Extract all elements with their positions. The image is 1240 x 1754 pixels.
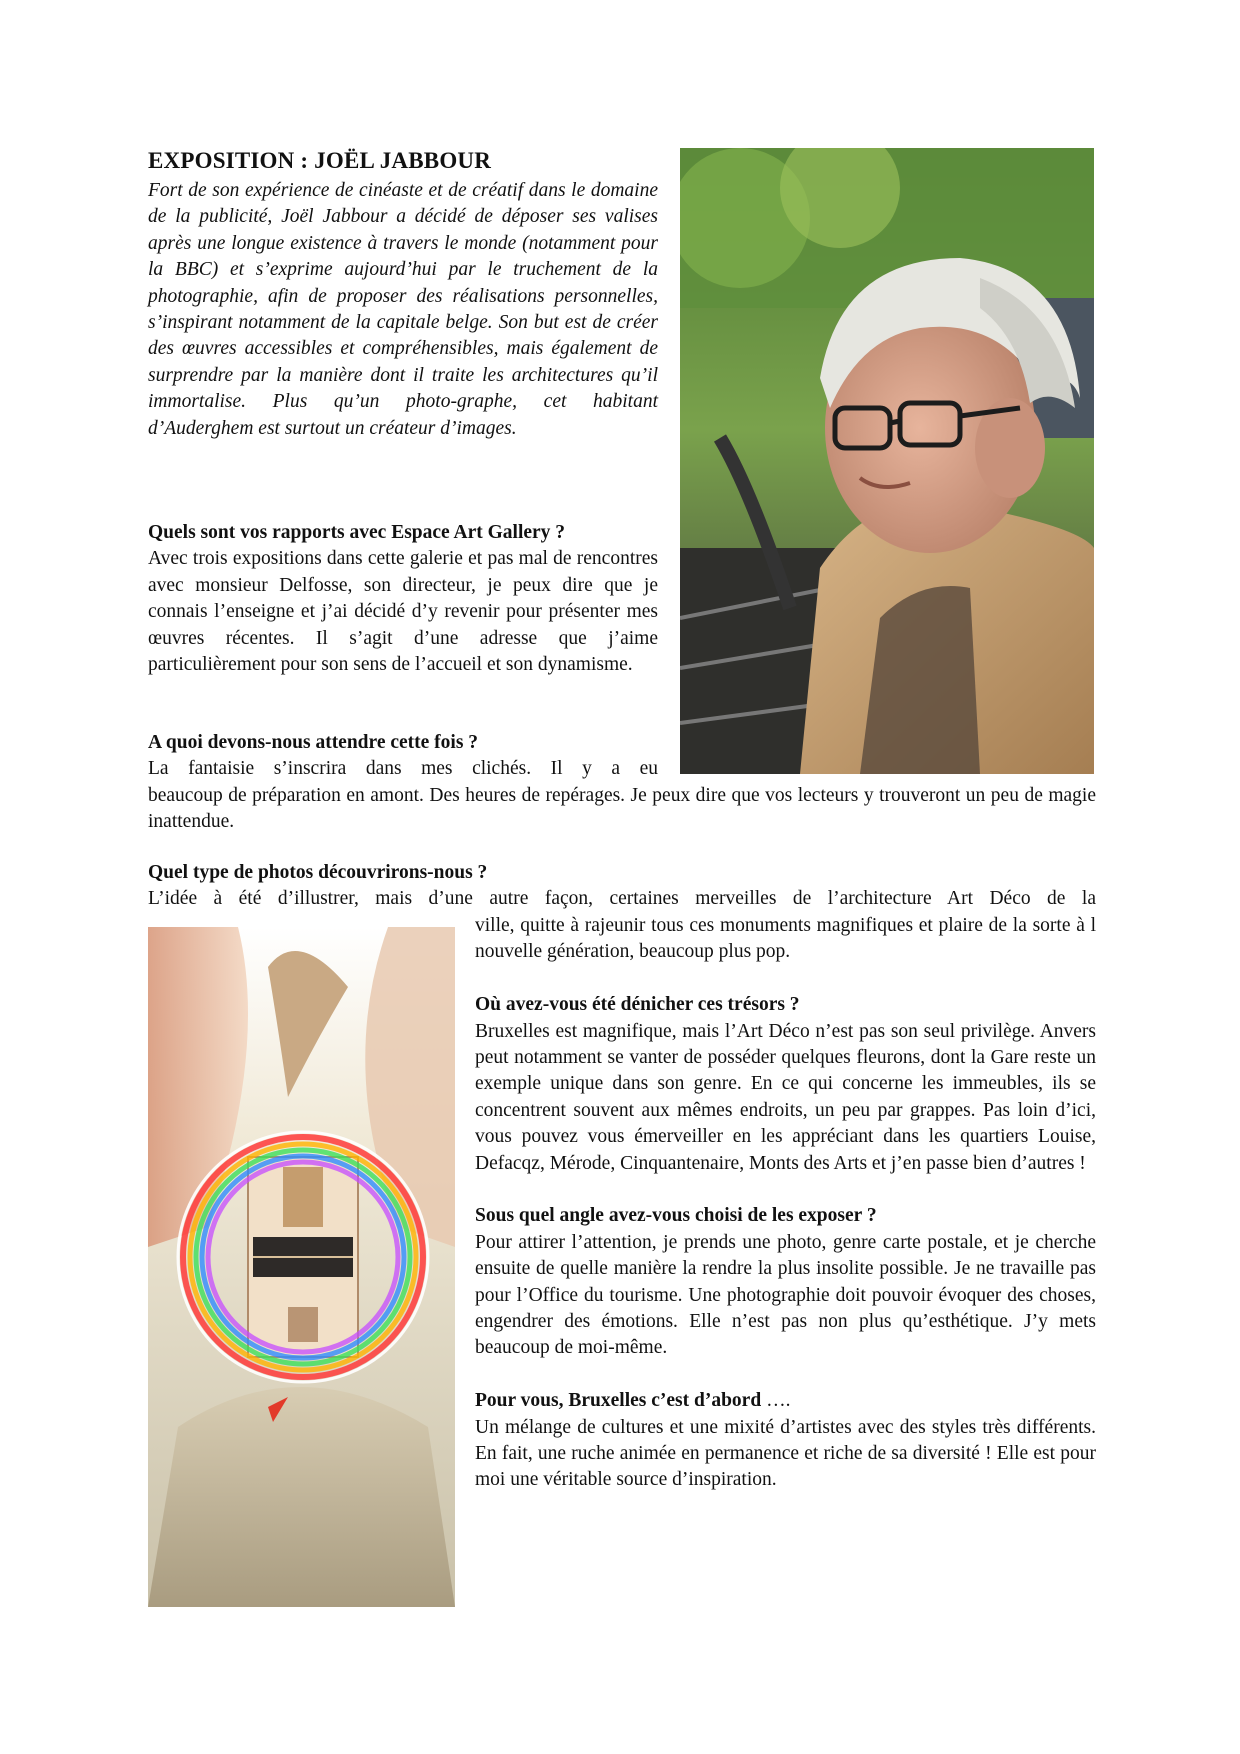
question-heading: Où avez-vous été dénicher ces trésors ? [475, 994, 800, 1016]
qa-section-expectations [148, 730, 1096, 836]
portrait-photo [680, 148, 1094, 774]
answer-text: ville, quitte à rajeunir tous ces monuments magnifiques et plaire de la sorte à l nouvelle génération, beaucoup plus pop. [475, 915, 1096, 963]
article-title: EXPOSITION : JOËL JABBOUR [148, 148, 492, 173]
qa-section-treasures [475, 992, 1096, 1177]
question-heading: Quel type de photos découvrirons-nous ? [148, 862, 488, 883]
answer-text: Un mélange de cultures et une mixité d’artistes avec des styles très différents. En fait, une ruche animée en permanence et riche de sa diversité ! Elle est pour moi une véritable source d’inspiration. [475, 1416, 1096, 1491]
question-text: Pour vous, Bruxelles c’est d’abord [475, 1390, 762, 1412]
question-heading: Sous quel angle avez-vous choisi de les exposer ? [475, 1205, 877, 1227]
intro-paragraph: Fort de son expérience de cinéaste et de créatif dans le domaine de la publicité, Joël Jabbour a décidé de déposer ses valises après une longue existence à travers le monde (notamment pour la BBC) et s’exprime aujourd’hui par le truchement de la photographie, afin de proposer des réalisations personnelles, s’inspirant notamment de la capitale belge. Son but est de créer des œuvres accessibles et compréhensibles, mais également de surprendre par la manière dont il traite les architectures qu’il immortalise. Plus qu’un photo-graphe, cet habitant d’Auderghem est surtout un créateur d’images. [148, 180, 658, 439]
answer-text: Pour attirer l’attention, je prends une photo, genre carte postale, et je cherche ensuite de quelle manière la rendre la plus insolite possible. Je ne travaille pas pour l’Office du tourisme. Une photographie doit pouvoir évoquer des choses, engendrer des émotions. Elle n’est pas non plus qu’esthétique. J’y mets beaucoup de moi-même. [475, 1231, 1096, 1359]
question-heading: A quoi devons-nous attendre cette fois ? [148, 732, 479, 753]
qa-section-photos [148, 860, 1096, 913]
answer-text: Bruxelles est magnifique, mais l’Art Déco n’est pas son seul privilège. Anvers peut notamment se vanter de posséder quelques fleurons, dont la Gare reste un exemple unique dans son genre. En ce qui concerne les immeubles, ils se concentrent souvent aux mêmes endroits, un peu par grappes. Pas loin d’ici, vous pouvez vous émerveiller en les appréciant dans les quartiers Louise, Defacqz, Mérode, Cinquantenaire, Monts des Arts et j’en passe bien d’autres ! [475, 1020, 1096, 1174]
answer-text: Avec trois expositions dans cette galerie et pas mal de rencontres avec monsieur Delfosse, son directeur, je peux dire que je connais l’enseigne et j’ai décidé d’y revenir pour présenter mes œuvres récentes. Il s’agit d’une adresse que j’aime particulièrement pour son sens de l’accueil et son dynamisme. [148, 548, 658, 676]
qa-section-angle [475, 1203, 1096, 1361]
right-column [475, 913, 1096, 1520]
answer-text-line1: L’idée à été d’illustrer, mais d’une autre façon, certaines merveilles de l’architecture Art Déco de la [148, 888, 1096, 910]
question-suffix: …. [761, 1390, 791, 1412]
qa-section-gallery [148, 520, 658, 678]
artwork-photo [148, 927, 455, 1607]
question-heading: Quels sont vos rapports avec Espace Art Gallery ? [148, 522, 566, 543]
qa-section-brussels [475, 1388, 1096, 1494]
answer-text: beaucoup de préparation en amont. Des heures de repérages. Je peux dire que vos lecteurs y trouveront un peu de magie inattendue. [148, 784, 1096, 833]
qa-section-photos-continued [475, 913, 1096, 966]
question-heading [475, 1388, 1096, 1414]
answer-text-line1: La fantaisie s’inscrira dans mes clichés. Il y a eu [148, 758, 658, 780]
